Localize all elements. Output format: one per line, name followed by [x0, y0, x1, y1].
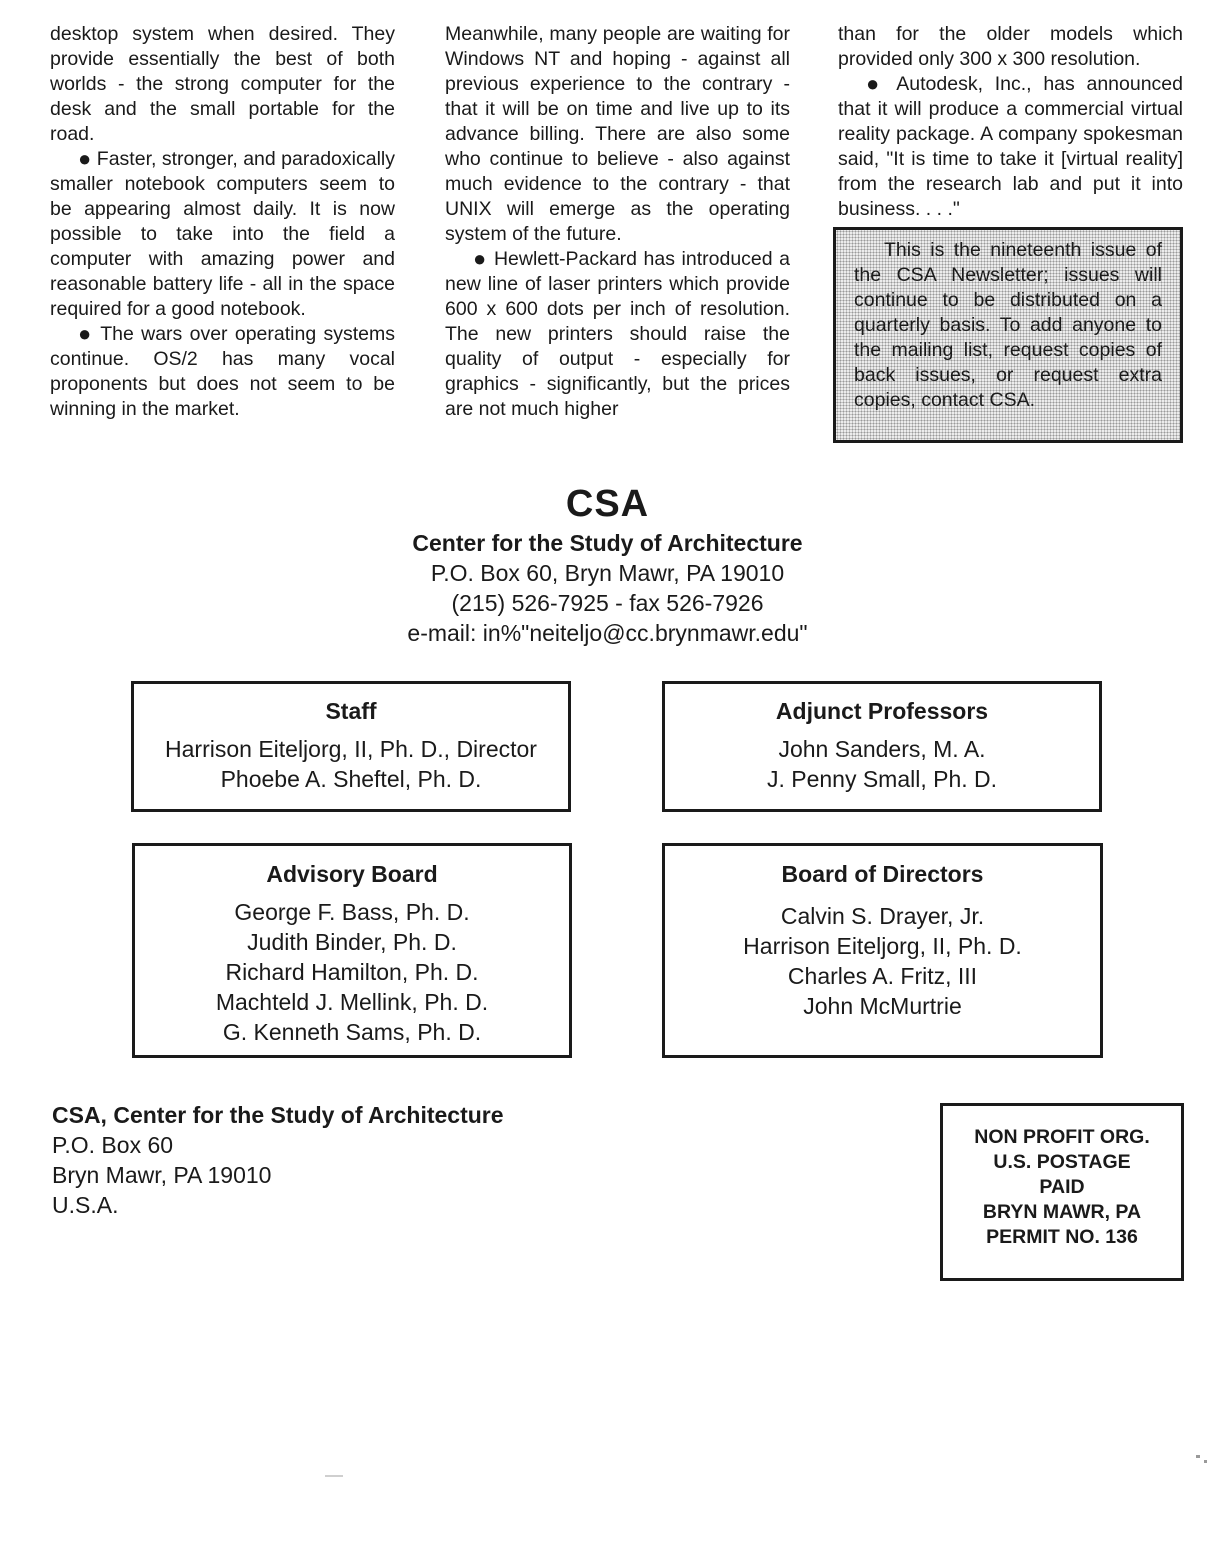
member: Judith Binder, Ph. D.	[247, 929, 457, 955]
article-column-2	[445, 22, 790, 422]
org-address: P.O. Box 60, Bryn Mawr, PA 19010	[430, 560, 785, 586]
organization-header	[0, 480, 1215, 648]
bullet-icon: ●	[78, 321, 94, 346]
member: J. Penny Small, Ph. D.	[766, 766, 998, 792]
org-email: e-mail: in%"neiteljo@cc.brynmawr.edu"	[407, 620, 808, 646]
member: George F. Bass, Ph. D.	[234, 899, 470, 925]
member: Richard Hamilton, Ph. D.	[225, 959, 479, 985]
member-list	[134, 734, 568, 794]
adjunct-professors-box	[662, 681, 1102, 812]
member: Harrison Eiteljorg, II, Ph. D., Director	[165, 736, 537, 762]
paragraph: Faster, stronger, and paradoxically smaller notebook computers seem to be appearing almost daily. It is now possible to take into the field a computer with amazing power and reasonable battery life - all in the space required for a good notebook.	[50, 148, 395, 320]
member: Phoebe A. Sheftel, Ph. D.	[220, 766, 482, 792]
member: Machteld J. Mellink, Ph. D.	[215, 989, 489, 1015]
member: John McMurtrie	[803, 993, 962, 1019]
member: Calvin S. Drayer, Jr.	[780, 903, 985, 929]
scan-speck	[1196, 1455, 1200, 1458]
org-name: Center for the Study of Architecture	[412, 530, 803, 556]
bullet-icon: ●	[473, 246, 488, 271]
staff-box	[131, 681, 571, 812]
article-column-1	[50, 22, 395, 422]
member: Charles A. Fritz, III	[787, 963, 978, 989]
bullet-icon: ●	[78, 146, 92, 171]
notice-text: This is the nineteenth issue of the CSA Newsletter; issues will continue to be distributed on a quarterly basis. To add anyone to the mailing list, request copies of back issues, or request extra copies, contact CSA.	[854, 239, 1162, 411]
return-address	[52, 1100, 504, 1220]
board-of-directors-box	[662, 843, 1103, 1058]
member: Harrison Eiteljorg, II, Ph. D.	[743, 933, 1022, 959]
member-list	[665, 901, 1100, 1021]
box-title: Adjunct Professors	[775, 698, 989, 724]
postage-line: U.S. POSTAGE	[993, 1151, 1131, 1173]
paragraph: than for the older models which provided only 300 x 300 resolution.	[838, 23, 1183, 70]
org-phone: (215) 526-7925 - fax 526-7926	[451, 590, 764, 616]
postage-line: NON PROFIT ORG.	[974, 1126, 1150, 1148]
member-list	[665, 734, 1099, 794]
bullet-icon: ●	[866, 71, 886, 96]
newsletter-notice-box	[833, 227, 1183, 443]
box-title: Board of Directors	[781, 861, 984, 887]
article-column-3	[838, 22, 1183, 222]
postage-indicia-box	[940, 1103, 1184, 1281]
advisory-board-box	[132, 843, 572, 1058]
return-address-line: P.O. Box 60	[52, 1132, 174, 1158]
box-title: Advisory Board	[266, 861, 438, 887]
postage-line: PERMIT NO. 136	[986, 1226, 1138, 1248]
return-address-name: CSA, Center for the Study of Architecture	[52, 1102, 504, 1128]
return-address-line: U.S.A.	[52, 1192, 119, 1218]
scan-speck	[1204, 1460, 1207, 1463]
box-title: Staff	[325, 698, 377, 724]
member: John Sanders, M. A.	[778, 736, 986, 762]
paragraph: The wars over operating systems continue. OS/2 has many vocal proponents but does not seem to be winning in the market.	[50, 323, 395, 420]
paragraph: desktop system when desired. They provide essentially the best of both worlds - the strong computer for the desk and the small portable for the road.	[50, 23, 395, 145]
paragraph: Hewlett-Packard has introduced a new line of laser printers which provide 600 x 600 dots per inch of resolution. The new printers should raise the quality of output - especially for graphics - significantly, but the prices are not much higher	[445, 248, 790, 420]
member: G. Kenneth Sams, Ph. D.	[222, 1019, 482, 1045]
paragraph: Meanwhile, many people are waiting for Windows NT and hoping - against all previous experience to the contrary - that it will be on time and live up to its advance billing. There are also some who continue to believe - also against much evidence to the contrary - that UNIX will emerge as the operating system of the future.	[445, 23, 790, 245]
return-address-line: Bryn Mawr, PA 19010	[52, 1162, 272, 1188]
org-abbreviation: CSA	[565, 483, 650, 525]
postage-line: BRYN MAWR, PA	[982, 1201, 1142, 1223]
paragraph: Autodesk, Inc., has announced that it will produce a commercial virtual reality package. A company spokesman said, "It is time to take it [virtual reality] from the research lab and put it into business. . . ."	[838, 73, 1184, 220]
member-list	[135, 897, 569, 1047]
postage-line: PAID	[1039, 1176, 1085, 1198]
scan-speck	[325, 1475, 343, 1477]
